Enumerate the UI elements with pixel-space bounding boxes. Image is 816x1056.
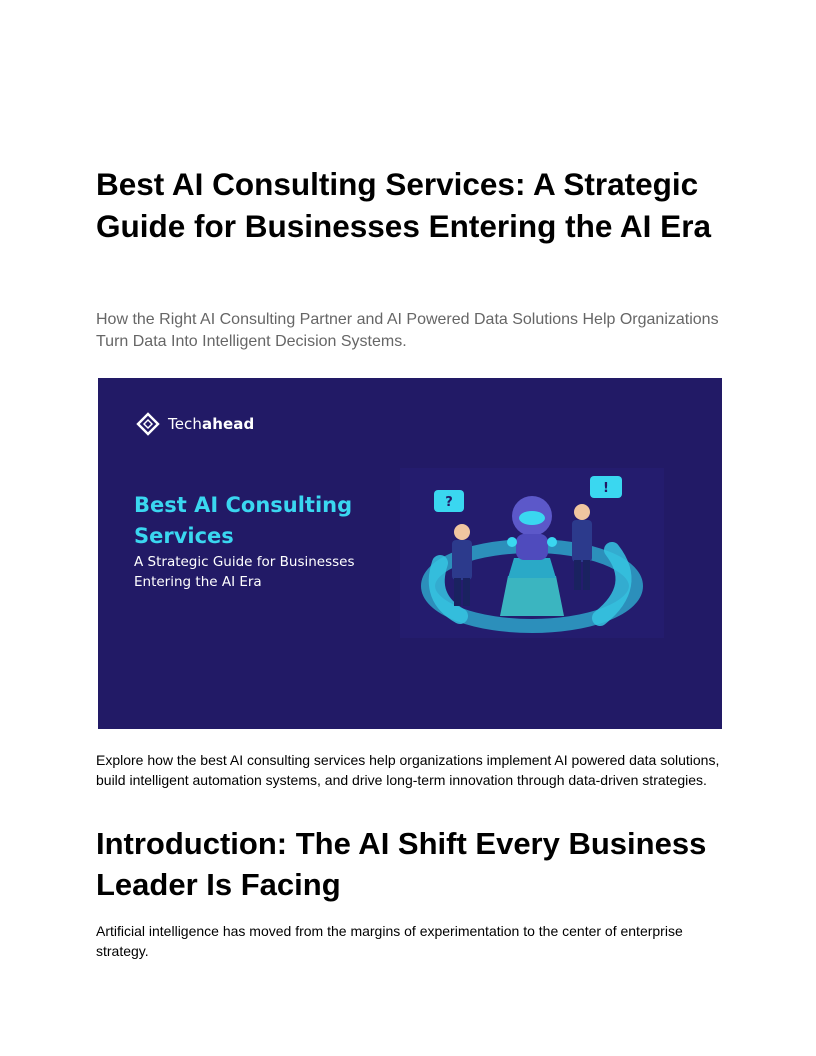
intro-paragraph: Explore how the best AI consulting services help organizations implement AI powered data solutions, build intelligent automation systems, and drive long-term innovation through data-driven strategies. bbox=[96, 752, 720, 788]
hero-banner-image bbox=[98, 378, 722, 729]
banner-subheading: A Strategic Guide for Businesses Entering the AI Era bbox=[134, 554, 355, 590]
brand-lockup bbox=[136, 412, 254, 436]
techahead-logo-icon bbox=[136, 412, 160, 436]
section-heading: Introduction: The AI Shift Every Business Leader Is Facing bbox=[96, 826, 707, 902]
banner-heading: Best AI Consulting Services bbox=[134, 493, 353, 548]
section-paragraph: Artificial intelligence has moved from the margins of experimentation to the center of enterprise strategy. bbox=[96, 923, 683, 959]
page-title: Best AI Consulting Services: A Strategic Guide for Businesses Entering the AI Era bbox=[96, 166, 711, 244]
brand-name: Techahead bbox=[168, 415, 255, 433]
svg-text:!: ! bbox=[603, 481, 609, 496]
svg-text:?: ? bbox=[445, 495, 453, 510]
ai-robot-business-consultants-illustration bbox=[400, 468, 664, 638]
page-subtitle: How the Right AI Consulting Partner and AI Powered Data Solutions Help Organizations Turn Data Into Intelligent Decision Systems. bbox=[96, 311, 719, 350]
